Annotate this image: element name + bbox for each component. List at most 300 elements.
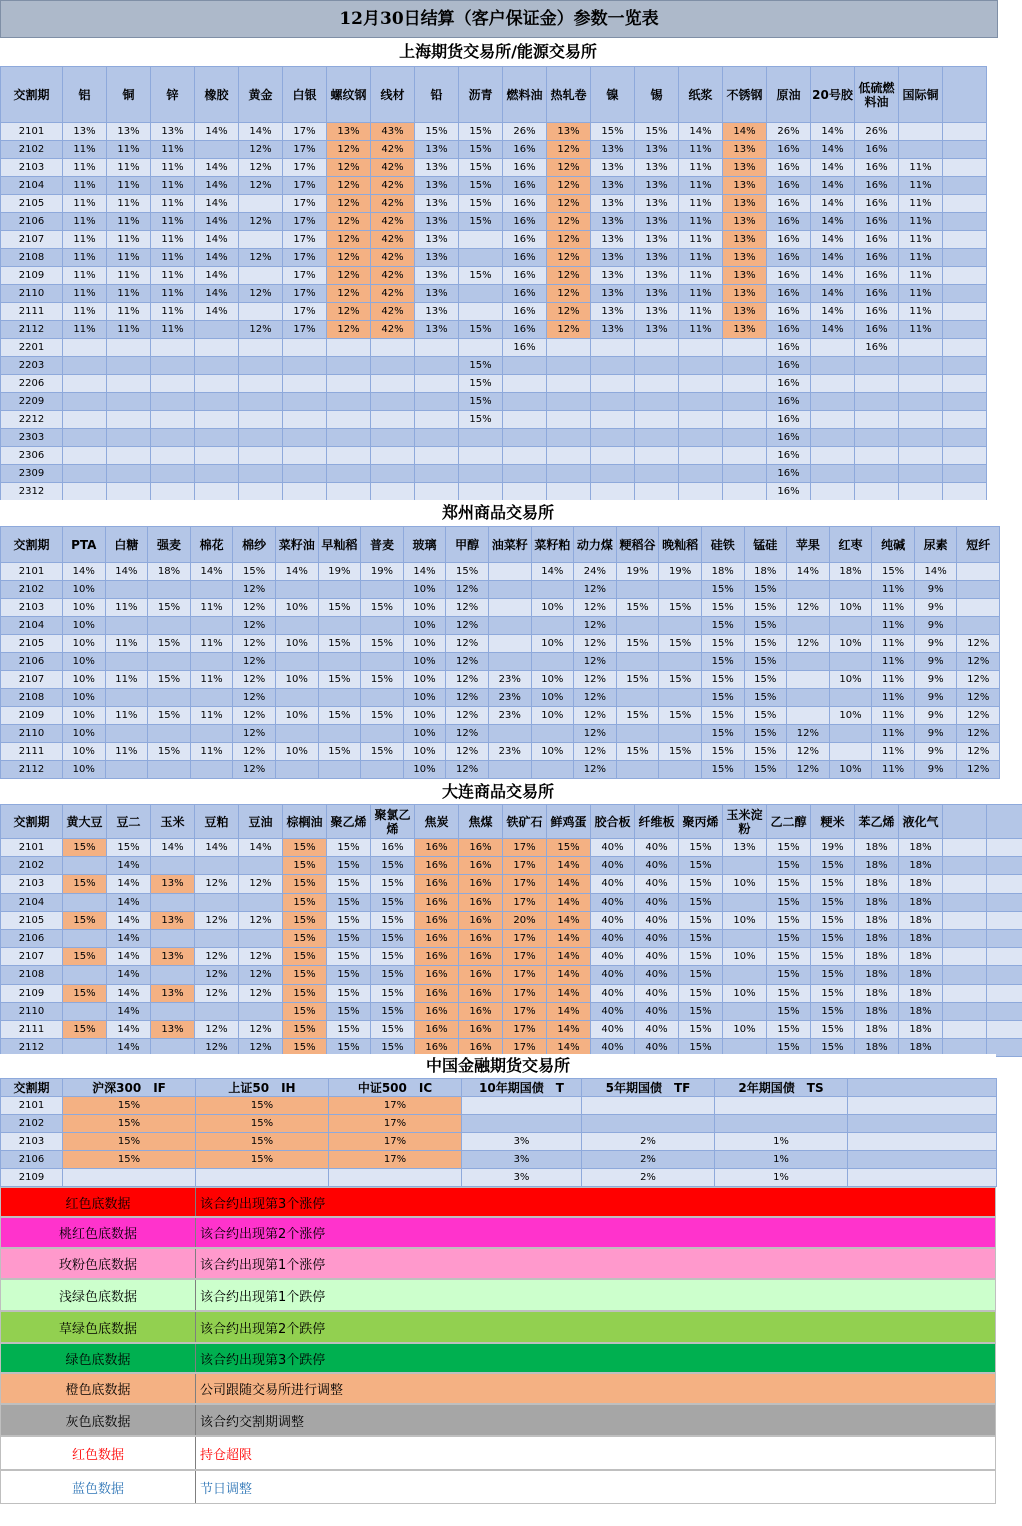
margin-rate-cell [459,447,503,465]
margin-rate-cell: 15% [701,653,744,671]
margin-rate-cell: 17% [503,1020,547,1038]
margin-rate-cell [488,725,531,743]
margin-rate-cell: 15% [679,893,723,911]
margin-rate-cell: 15% [701,689,744,707]
margin-rate-cell: 40% [635,893,679,911]
margin-rate-cell: 12% [446,743,489,761]
margin-rate-cell: 12% [233,599,276,617]
margin-rate-cell [635,465,679,483]
margin-rate-cell: 16% [459,948,503,966]
margin-rate-cell: 11% [107,303,151,321]
margin-rate-cell: 9% [914,617,957,635]
margin-rate-cell: 16% [503,159,547,177]
czce-table-row [1,581,1000,599]
margin-rate-cell [503,411,547,429]
margin-rate-cell [899,393,943,411]
margin-rate-cell: 12% [239,984,283,1002]
margin-rate-cell: 15% [767,929,811,947]
margin-rate-cell: 11% [679,159,723,177]
margin-rate-cell [547,393,591,411]
margin-rate-cell: 40% [591,1039,635,1057]
margin-rate-cell [848,1097,997,1115]
margin-rate-cell [239,929,283,947]
margin-rate-cell: 11% [151,303,195,321]
margin-rate-cell [829,725,872,743]
margin-rate-cell: 11% [107,321,151,339]
margin-rate-cell: 13% [591,267,635,285]
shfe-margin-table [0,66,987,501]
margin-rate-cell: 10% [403,653,446,671]
margin-rate-cell: 14% [151,839,195,857]
margin-rate-cell: 15% [767,911,811,929]
margin-rate-cell: 13% [107,123,151,141]
margin-rate-cell: 15% [767,1039,811,1057]
margin-rate-cell: 14% [195,231,239,249]
delivery-month-cell: 2110 [1,1002,63,1020]
margin-rate-cell: 12% [547,285,591,303]
margin-rate-cell: 14% [547,911,591,929]
delivery-month-cell: 2203 [1,357,63,375]
margin-rate-cell: 12% [327,321,371,339]
margin-rate-cell: 12% [233,617,276,635]
margin-rate-cell: 12% [446,725,489,743]
column-header: 强麦 [148,527,191,563]
margin-rate-cell [987,911,1022,929]
margin-rate-cell: 15% [327,839,371,857]
margin-rate-cell [987,948,1022,966]
legend-row [0,1373,996,1404]
dce-table-row [1,1020,1022,1038]
margin-rate-cell: 12% [195,1020,239,1038]
margin-rate-cell: 12% [547,267,591,285]
margin-rate-cell: 14% [107,1039,151,1057]
margin-rate-cell: 12% [327,249,371,267]
margin-rate-cell [659,581,702,599]
margin-rate-cell: 16% [415,857,459,875]
margin-rate-cell: 17% [503,857,547,875]
delivery-month-cell: 2212 [1,411,63,429]
margin-rate-cell [591,483,635,501]
margin-rate-cell: 13% [723,231,767,249]
margin-rate-cell [195,893,239,911]
margin-rate-cell: 15% [659,599,702,617]
margin-rate-cell: 11% [679,321,723,339]
margin-rate-cell [361,581,404,599]
margin-rate-cell: 40% [591,1002,635,1020]
margin-rate-cell: 13% [151,984,195,1002]
column-header: 黄大豆 [63,805,107,839]
margin-rate-cell [723,857,767,875]
column-header: 硅铁 [701,527,744,563]
margin-rate-cell [679,375,723,393]
column-header: 5年期国债 TF [582,1079,715,1097]
margin-rate-cell: 12% [327,231,371,249]
margin-rate-cell: 15% [459,375,503,393]
margin-rate-cell: 15% [744,599,787,617]
margin-rate-cell: 10% [403,617,446,635]
margin-rate-cell [275,581,318,599]
czce-header-row [1,527,1000,563]
margin-rate-cell: 12% [957,761,1000,779]
margin-rate-cell [679,411,723,429]
margin-rate-cell: 17% [503,948,547,966]
margin-rate-cell: 15% [196,1115,329,1133]
margin-rate-cell [195,857,239,875]
margin-rate-cell: 15% [327,1002,371,1020]
dce-table-row [1,857,1022,875]
margin-rate-cell: 15% [744,707,787,725]
margin-rate-cell: 12% [574,653,617,671]
margin-rate-cell: 16% [459,929,503,947]
margin-rate-cell [415,339,459,357]
margin-rate-cell: 11% [899,195,943,213]
margin-rate-cell [591,429,635,447]
margin-rate-cell: 17% [283,195,327,213]
margin-rate-cell [943,159,987,177]
margin-rate-cell [811,447,855,465]
margin-rate-cell: 12% [327,267,371,285]
margin-rate-cell [327,411,371,429]
margin-rate-cell: 20% [503,911,547,929]
margin-rate-cell [459,231,503,249]
margin-rate-cell: 18% [899,984,943,1002]
shfe-table-row [1,267,987,285]
shfe-table-row [1,285,987,303]
czce-margin-table [0,526,1000,779]
margin-rate-cell: 42% [371,213,415,231]
margin-rate-cell [987,857,1022,875]
margin-rate-cell: 18% [744,563,787,581]
margin-rate-cell: 16% [415,929,459,947]
margin-rate-cell: 15% [361,599,404,617]
margin-rate-cell: 15% [679,948,723,966]
delivery-month-cell: 2109 [1,984,63,1002]
margin-rate-cell: 14% [811,123,855,141]
margin-rate-cell: 16% [503,339,547,357]
margin-rate-cell [361,689,404,707]
margin-rate-cell [723,339,767,357]
margin-rate-cell: 12% [233,707,276,725]
margin-rate-cell: 13% [635,231,679,249]
delivery-month-cell: 2109 [1,267,63,285]
margin-rate-cell [371,393,415,411]
margin-rate-cell [361,761,404,779]
margin-rate-cell: 11% [151,213,195,231]
margin-rate-cell: 11% [872,761,915,779]
margin-rate-cell [239,303,283,321]
czce-table-row [1,671,1000,689]
margin-rate-cell: 12% [446,707,489,725]
margin-rate-cell: 15% [459,159,503,177]
margin-rate-cell: 15% [361,635,404,653]
margin-rate-cell: 40% [591,929,635,947]
delivery-month-cell: 2303 [1,429,63,447]
margin-rate-cell [616,725,659,743]
margin-rate-cell: 11% [107,231,151,249]
margin-rate-cell [318,761,361,779]
margin-rate-cell: 17% [283,213,327,231]
margin-rate-cell [591,465,635,483]
column-header: 中证500 IC [329,1079,462,1097]
column-header: 国际铜 [899,67,943,123]
margin-rate-cell: 10% [531,689,574,707]
margin-rate-cell: 15% [616,599,659,617]
margin-rate-cell [582,1115,715,1133]
margin-rate-cell [943,249,987,267]
margin-rate-cell: 40% [591,911,635,929]
margin-rate-cell [371,483,415,501]
margin-rate-cell: 16% [767,447,811,465]
margin-rate-cell [635,447,679,465]
margin-rate-cell [829,581,872,599]
margin-rate-cell [239,393,283,411]
margin-rate-cell: 17% [283,285,327,303]
margin-rate-cell: 15% [459,357,503,375]
margin-rate-cell: 12% [547,141,591,159]
delivery-month-cell: 2101 [1,563,63,581]
margin-rate-cell: 16% [767,429,811,447]
margin-rate-cell [787,689,830,707]
czce-table-row [1,689,1000,707]
margin-rate-cell: 11% [872,653,915,671]
margin-rate-cell: 11% [872,617,915,635]
margin-rate-cell: 12% [233,725,276,743]
margin-rate-cell: 15% [811,1039,855,1057]
legend-row [0,1248,996,1279]
column-header: 上证50 IH [196,1079,329,1097]
margin-rate-cell: 14% [190,563,233,581]
margin-rate-cell [107,411,151,429]
margin-rate-cell: 18% [855,1020,899,1038]
margin-rate-cell: 11% [151,195,195,213]
margin-rate-cell: 10% [275,707,318,725]
margin-rate-cell: 15% [872,563,915,581]
margin-rate-cell: 13% [723,177,767,195]
margin-rate-cell [151,465,195,483]
shfe-table-row [1,411,987,429]
margin-rate-cell: 15% [459,321,503,339]
margin-rate-cell: 1% [715,1133,848,1151]
margin-rate-cell: 9% [914,581,957,599]
margin-rate-cell: 10% [829,761,872,779]
margin-rate-cell [943,141,987,159]
legend-description: 持仓超限 [195,1437,995,1469]
dce-table-row [1,893,1022,911]
delivery-month-cell: 2104 [1,177,63,195]
margin-rate-cell: 15% [283,929,327,947]
margin-rate-cell [987,1020,1022,1038]
margin-rate-cell: 13% [723,321,767,339]
margin-rate-cell: 12% [787,743,830,761]
margin-rate-cell: 16% [767,177,811,195]
margin-rate-cell: 10% [63,761,106,779]
margin-rate-cell: 19% [811,839,855,857]
margin-rate-cell: 12% [446,581,489,599]
margin-rate-cell: 10% [63,635,106,653]
margin-rate-cell: 13% [415,231,459,249]
margin-rate-cell: 14% [107,857,151,875]
margin-rate-cell [195,447,239,465]
margin-rate-cell: 14% [679,123,723,141]
margin-rate-cell: 16% [459,911,503,929]
margin-rate-cell: 15% [811,875,855,893]
margin-rate-cell: 15% [616,671,659,689]
margin-rate-cell: 12% [327,303,371,321]
margin-rate-cell: 11% [63,195,107,213]
margin-rate-cell [723,447,767,465]
margin-rate-cell: 15% [679,1020,723,1038]
margin-rate-cell [616,689,659,707]
margin-rate-cell: 11% [63,213,107,231]
margin-rate-cell [239,857,283,875]
column-header: 铁矿石 [503,805,547,839]
margin-rate-cell [107,375,151,393]
margin-rate-cell [943,321,987,339]
column-header: 聚丙烯 [679,805,723,839]
margin-rate-cell: 15% [811,1020,855,1038]
margin-rate-cell: 11% [63,303,107,321]
margin-rate-cell: 15% [327,1020,371,1038]
margin-rate-cell: 40% [591,966,635,984]
legend-label: 橙色底数据 [65,1383,131,1398]
margin-rate-cell: 10% [403,689,446,707]
margin-rate-cell: 13% [723,195,767,213]
margin-rate-cell [283,393,327,411]
margin-rate-cell [195,339,239,357]
margin-rate-cell: 40% [635,857,679,875]
margin-rate-cell: 12% [957,707,1000,725]
column-header: 低硫燃料油 [855,67,899,123]
margin-rate-cell [63,411,107,429]
margin-rate-cell [899,357,943,375]
margin-rate-cell: 12% [327,177,371,195]
margin-rate-cell: 13% [415,267,459,285]
margin-rate-cell: 12% [547,249,591,267]
margin-rate-cell: 11% [872,725,915,743]
margin-rate-cell: 11% [63,231,107,249]
margin-rate-cell: 16% [459,875,503,893]
margin-rate-cell: 15% [148,707,191,725]
margin-rate-cell [635,375,679,393]
margin-rate-cell: 16% [459,1002,503,1020]
margin-rate-cell: 42% [371,249,415,267]
margin-rate-cell [899,465,943,483]
delivery-month-cell: 2104 [1,893,63,911]
margin-rate-cell: 17% [503,839,547,857]
margin-rate-cell: 14% [811,177,855,195]
margin-rate-cell [943,429,987,447]
column-header: 黄金 [239,67,283,123]
margin-rate-cell [547,447,591,465]
margin-rate-cell: 16% [855,321,899,339]
margin-rate-cell [283,465,327,483]
margin-rate-cell: 16% [415,966,459,984]
margin-rate-cell [63,357,107,375]
margin-rate-cell: 14% [107,966,151,984]
margin-rate-cell: 11% [63,141,107,159]
dce-table-row [1,839,1022,857]
margin-rate-cell: 16% [459,857,503,875]
shfe-section-title: 上海期货交易所/能源交易所 [0,38,996,66]
margin-rate-cell: 16% [855,177,899,195]
margin-rate-cell [723,483,767,501]
margin-rate-cell: 14% [107,893,151,911]
margin-rate-cell: 9% [914,707,957,725]
margin-rate-cell: 15% [371,1002,415,1020]
margin-rate-cell [107,393,151,411]
margin-rate-cell: 11% [872,707,915,725]
margin-rate-cell [371,429,415,447]
delivery-month-cell: 2206 [1,375,63,393]
margin-rate-cell [987,893,1022,911]
margin-rate-cell: 16% [415,948,459,966]
delivery-month-cell: 2101 [1,1097,63,1115]
margin-rate-cell [318,617,361,635]
margin-rate-cell: 15% [811,966,855,984]
margin-rate-cell [107,339,151,357]
margin-rate-cell: 15% [233,563,276,581]
legend-row [0,1404,996,1436]
margin-rate-cell: 15% [318,743,361,761]
margin-rate-cell: 15% [811,929,855,947]
column-header: 2年期国债 TS [715,1079,848,1097]
margin-rate-cell: 11% [63,159,107,177]
margin-rate-cell [63,966,107,984]
margin-rate-cell [488,581,531,599]
margin-rate-cell [195,1002,239,1020]
shfe-table-row [1,159,987,177]
delivery-month-cell: 2312 [1,483,63,501]
margin-rate-cell: 18% [899,857,943,875]
margin-rate-cell: 12% [327,195,371,213]
margin-rate-cell [899,339,943,357]
margin-rate-cell [107,465,151,483]
margin-rate-cell [327,483,371,501]
margin-rate-cell: 18% [855,839,899,857]
margin-rate-cell: 15% [446,563,489,581]
margin-rate-cell [723,893,767,911]
margin-rate-cell [107,483,151,501]
column-header: 20号胶 [811,67,855,123]
delivery-month-cell: 2110 [1,725,63,743]
margin-rate-cell: 15% [361,707,404,725]
margin-rate-cell: 11% [63,177,107,195]
margin-rate-cell: 9% [914,725,957,743]
column-header: 豆二 [107,805,151,839]
margin-rate-cell: 12% [327,141,371,159]
margin-rate-cell [723,966,767,984]
margin-rate-cell: 11% [899,303,943,321]
margin-rate-cell: 17% [283,123,327,141]
column-header: 纸浆 [679,67,723,123]
margin-rate-cell [616,617,659,635]
margin-rate-cell: 16% [459,893,503,911]
margin-rate-cell [195,465,239,483]
margin-rate-cell: 42% [371,177,415,195]
margin-rate-cell: 11% [107,195,151,213]
shfe-table-row [1,339,987,357]
margin-rate-cell: 10% [531,635,574,653]
margin-rate-cell: 18% [899,893,943,911]
delivery-month-cell: 2111 [1,743,63,761]
margin-rate-cell [105,725,148,743]
margin-rate-cell: 16% [855,249,899,267]
margin-rate-cell: 13% [635,267,679,285]
margin-rate-cell: 16% [767,267,811,285]
delivery-month-cell: 2107 [1,231,63,249]
margin-rate-cell: 15% [679,875,723,893]
margin-rate-cell: 12% [446,689,489,707]
